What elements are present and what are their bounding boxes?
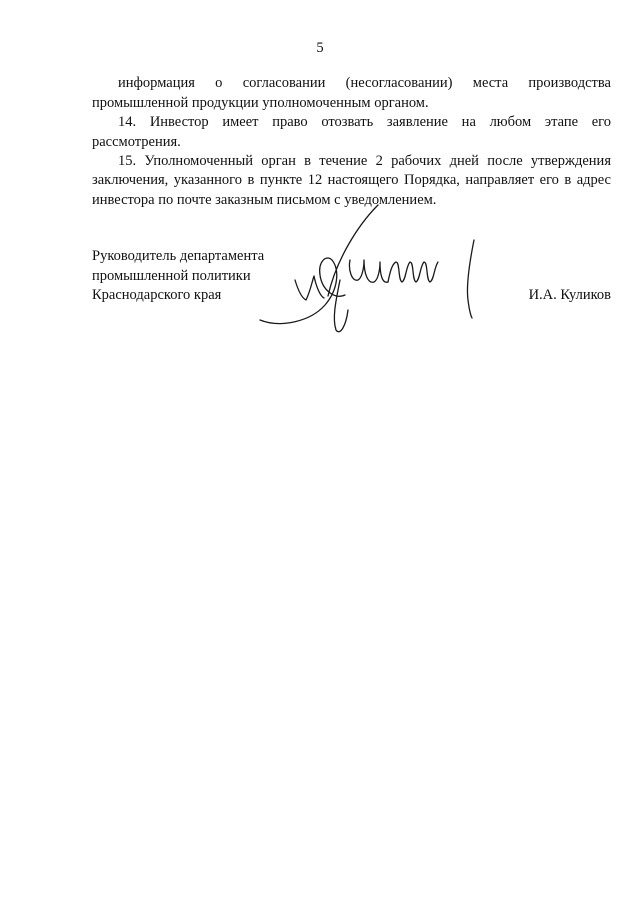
page-number: 5: [316, 40, 324, 56]
signatory-position-line-2: промышленной политики: [92, 268, 251, 284]
handwritten-signature: [240, 200, 500, 340]
signatory-position-line-1: Руководитель департамента: [92, 248, 265, 264]
paragraph-15-line-1: 15. Уполномоченный орган в течение 2 рабочих дней после утверждения: [118, 153, 611, 169]
paragraph-14-line-1: 14. Инвестор имеет право отозвать заявление на любом этапе его: [118, 114, 611, 130]
signatory-name: И.А. Куликов: [528, 287, 611, 303]
paragraph-15-line-3: инвестора по почте заказным письмом с уведомлением.: [92, 192, 437, 208]
signatory-position-line-3: Краснодарского края: [92, 287, 222, 303]
paragraph-13-line-1: информация о согласовании (несогласовании) места производства: [118, 75, 611, 91]
paragraph-14-line-2: рассмотрения.: [92, 134, 181, 150]
paragraph-13-line-2: промышленной продукции уполномоченным органом.: [92, 95, 429, 111]
paragraph-15-line-2: заключения, указанного в пункте 12 настоящего Порядка, направляет его в адрес: [92, 172, 611, 188]
